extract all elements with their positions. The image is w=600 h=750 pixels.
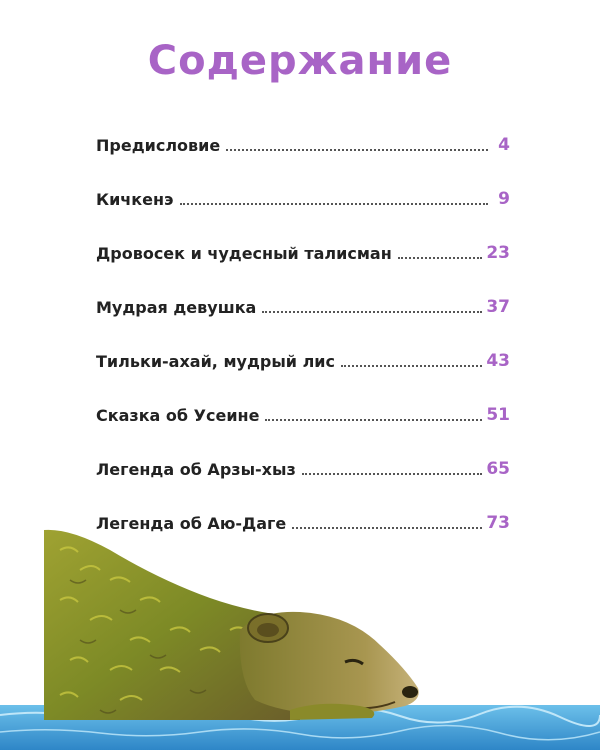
page-title: Содержание (147, 38, 453, 84)
toc-entry-title: Легенда об Аю-Даге (96, 513, 287, 533)
toc-page-number: 51 (486, 405, 510, 425)
dot-leader (262, 311, 482, 313)
toc-page-number: 4 (498, 135, 510, 155)
toc-entry[interactable] (96, 388, 510, 442)
dot-leader (265, 419, 482, 421)
toc-page-number: 65 (486, 459, 510, 479)
toc-entry-title: Кичкенэ (96, 189, 174, 209)
dot-leader (341, 365, 482, 367)
toc-entry[interactable] (96, 334, 510, 388)
toc-entry-title: Дровосек и чудесный талисман (96, 243, 392, 263)
toc-entry[interactable] (96, 280, 510, 334)
dot-leader (180, 203, 488, 205)
table-of-contents (96, 118, 510, 550)
toc-entry-title: Тильки-ахай, мудрый лис (96, 351, 335, 371)
bear-ear-inner (257, 623, 279, 637)
toc-page-number: 37 (486, 297, 510, 317)
toc-entry-title: Предисловие (96, 135, 221, 155)
toc-entry[interactable] (96, 118, 510, 172)
bear-mountain-illustration (0, 520, 600, 750)
dot-leader (302, 473, 483, 475)
toc-entry-title: Сказка об Усеине (96, 405, 260, 425)
toc-page-number: 23 (486, 243, 510, 263)
dot-leader (398, 257, 483, 259)
dot-leader (226, 149, 488, 151)
toc-entry[interactable] (96, 172, 510, 226)
toc-page-number: 43 (486, 351, 510, 371)
bear-nose (402, 686, 418, 698)
toc-entry[interactable] (96, 226, 510, 280)
toc-entry-title: Мудрая девушка (96, 297, 257, 317)
toc-page-number: 73 (486, 513, 510, 533)
toc-entry[interactable] (96, 442, 510, 496)
toc-entry-title: Легенда об Арзы-хыз (96, 459, 296, 479)
toc-page-number: 9 (498, 189, 510, 209)
